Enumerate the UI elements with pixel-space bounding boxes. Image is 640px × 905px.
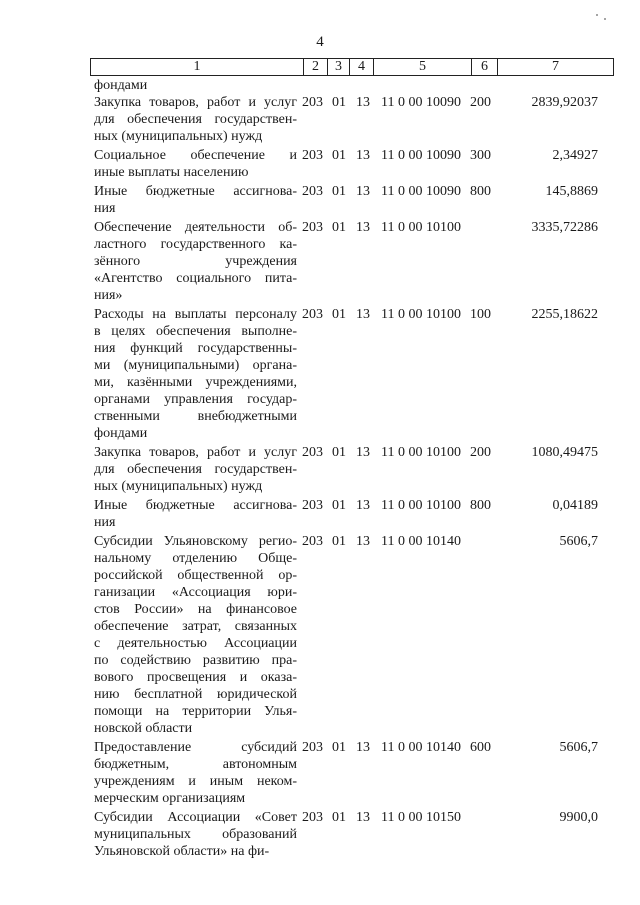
table-row: [0, 219, 640, 304]
target-article-code: 11 0 00 10140: [381, 534, 461, 549]
section-code: 01: [332, 148, 346, 163]
section-code: 01: [332, 95, 346, 110]
description-line: Ульяновской области» на фи-: [94, 844, 270, 859]
amount: 2,34927: [552, 148, 598, 163]
header-col-7: 7: [497, 59, 613, 75]
description-line: ганизации «Ассоциация юри-: [94, 585, 297, 600]
target-article-code: 11 0 00 10100: [381, 220, 461, 235]
description-line: Расходы на выплаты персоналу: [94, 307, 297, 322]
expense-type-code: 200: [470, 445, 491, 460]
table-header: [90, 58, 614, 76]
section-code: 01: [332, 307, 346, 322]
subsection-code: 13: [356, 220, 370, 235]
grbs-code: 203: [302, 740, 323, 755]
row-description: [94, 739, 297, 807]
target-article-code: 11 0 00 10140: [381, 740, 461, 755]
row-description: [94, 306, 297, 442]
grbs-code: 203: [302, 810, 323, 825]
description-line: Социальное обеспечение и: [94, 148, 297, 163]
subsection-code: 13: [356, 184, 370, 199]
table-row: [0, 147, 640, 181]
row-description: [94, 183, 297, 217]
grbs-code: 203: [302, 220, 323, 235]
table-row: [0, 77, 640, 94]
grbs-code: 203: [302, 95, 323, 110]
amount: 2839,92037: [531, 95, 598, 110]
table-row: [0, 94, 640, 145]
description-line: по содействию развитию пра-: [94, 653, 297, 668]
target-article-code: 11 0 00 10090: [381, 95, 461, 110]
description-line: ми (муниципальными) органа-: [94, 358, 297, 373]
expense-type-code: 100: [470, 307, 491, 322]
expense-type-code: 800: [470, 184, 491, 199]
grbs-code: 203: [302, 184, 323, 199]
description-line: в целях обеспечения выполне-: [94, 324, 297, 339]
row-description: [94, 809, 297, 860]
subsection-code: 13: [356, 307, 370, 322]
description-line: учреждениям и иным неком-: [94, 774, 297, 789]
grbs-code: 203: [302, 307, 323, 322]
description-line: органами управления государ-: [94, 392, 297, 407]
description-line: нальному отделению Обще-: [94, 551, 297, 566]
grbs-code: 203: [302, 445, 323, 460]
description-line: муниципальных образований: [94, 827, 297, 842]
amount: 0,04189: [552, 498, 598, 513]
section-code: 01: [332, 498, 346, 513]
table-row: [0, 533, 640, 737]
row-description: [94, 77, 297, 94]
row-description: [94, 533, 297, 737]
header-col-6: 6: [471, 59, 497, 75]
target-article-code: 11 0 00 10090: [381, 184, 461, 199]
description-line: помощи на территории Улья-: [94, 704, 297, 719]
description-line: ластного государственного ка-: [94, 237, 297, 252]
expense-type-code: 800: [470, 498, 491, 513]
subsection-code: 13: [356, 148, 370, 163]
description-line: обеспечение затрат, связанных: [94, 619, 297, 634]
description-line: ных (муниципальных) нужд: [94, 479, 263, 494]
table-row: [0, 809, 640, 860]
row-description: [94, 219, 297, 304]
header-col-2: 2: [303, 59, 327, 75]
description-line: ственными внебюджетными: [94, 409, 297, 424]
target-article-code: 11 0 00 10100: [381, 307, 461, 322]
section-code: 01: [332, 220, 346, 235]
description-line: Закупка товаров, работ и услуг: [94, 445, 297, 460]
table-row: [0, 739, 640, 807]
section-code: 01: [332, 534, 346, 549]
description-line: российской общественной ор-: [94, 568, 297, 583]
header-col-3: 3: [327, 59, 349, 75]
description-line: Предоставление субсидий: [94, 740, 297, 755]
expense-type-code: 200: [470, 95, 491, 110]
description-line: стов России» на финансовое: [94, 602, 297, 617]
target-article-code: 11 0 00 10090: [381, 148, 461, 163]
target-article-code: 11 0 00 10100: [381, 445, 461, 460]
expense-type-code: 600: [470, 740, 491, 755]
amount: 5606,7: [559, 740, 598, 755]
section-code: 01: [332, 184, 346, 199]
table-row: [0, 444, 640, 495]
description-line: иные выплаты населению: [94, 165, 249, 180]
subsection-code: 13: [356, 498, 370, 513]
description-line: с деятельностью Ассоциации: [94, 636, 297, 651]
description-line: Иные бюджетные ассигнова-: [94, 498, 297, 513]
description-line: Субсидии Ульяновскому регио-: [94, 534, 297, 549]
grbs-code: 203: [302, 498, 323, 513]
header-col-4: 4: [349, 59, 373, 75]
description-line: фондами: [94, 426, 148, 441]
table-row: [0, 497, 640, 531]
subsection-code: 13: [356, 95, 370, 110]
grbs-code: 203: [302, 148, 323, 163]
description-line: Закупка товаров, работ и услуг: [94, 95, 297, 110]
description-line: нию бесплатной юридической: [94, 687, 297, 702]
expense-type-code: 300: [470, 148, 491, 163]
subsection-code: 13: [356, 810, 370, 825]
amount: 145,8869: [545, 184, 598, 199]
header-col-5: 5: [373, 59, 471, 75]
target-article-code: 11 0 00 10150: [381, 810, 461, 825]
description-line: ния функций государственны-: [94, 341, 297, 356]
table-row: [0, 183, 640, 217]
description-line: Субсидии Ассоциации «Совет: [94, 810, 297, 825]
header-col-1: 1: [193, 59, 201, 74]
description-line: для обеспечения государствен-: [94, 462, 297, 477]
description-line: фондами: [94, 78, 148, 93]
amount: 9900,0: [559, 810, 598, 825]
amount: 3335,72286: [531, 220, 598, 235]
table-row: [0, 306, 640, 442]
grbs-code: 203: [302, 534, 323, 549]
subsection-code: 13: [356, 534, 370, 549]
subsection-code: 13: [356, 445, 370, 460]
row-description: [94, 147, 297, 181]
section-code: 01: [332, 810, 346, 825]
description-line: ния: [94, 201, 116, 216]
description-line: ния: [94, 515, 116, 530]
amount: 5606,7: [559, 534, 598, 549]
description-line: для обеспечения государствен-: [94, 112, 297, 127]
section-code: 01: [332, 740, 346, 755]
row-description: [94, 94, 297, 145]
description-line: мерческим организациям: [94, 791, 246, 806]
amount: 1080,49475: [531, 445, 598, 460]
amount: 2255,18622: [531, 307, 598, 322]
row-description: [94, 444, 297, 495]
description-line: ных (муниципальных) нужд: [94, 129, 263, 144]
section-code: 01: [332, 445, 346, 460]
description-line: Обеспечение деятельности об-: [94, 220, 297, 235]
description-line: Иные бюджетные ассигнова-: [94, 184, 297, 199]
description-line: бюджетным, автономным: [94, 757, 297, 772]
scan-speck: [596, 14, 598, 16]
description-line: вового просвещения и оказа-: [94, 670, 297, 685]
description-line: ния»: [94, 288, 123, 303]
target-article-code: 11 0 00 10100: [381, 498, 461, 513]
subsection-code: 13: [356, 740, 370, 755]
row-description: [94, 497, 297, 531]
page-number: 4: [316, 34, 324, 50]
scan-speck: [604, 18, 606, 20]
description-line: ми, казёнными учреждениями,: [94, 375, 297, 390]
description-line: зённого учреждения: [94, 254, 297, 269]
description-line: «Агентство социального пита-: [94, 271, 297, 286]
description-line: новской области: [94, 721, 193, 736]
